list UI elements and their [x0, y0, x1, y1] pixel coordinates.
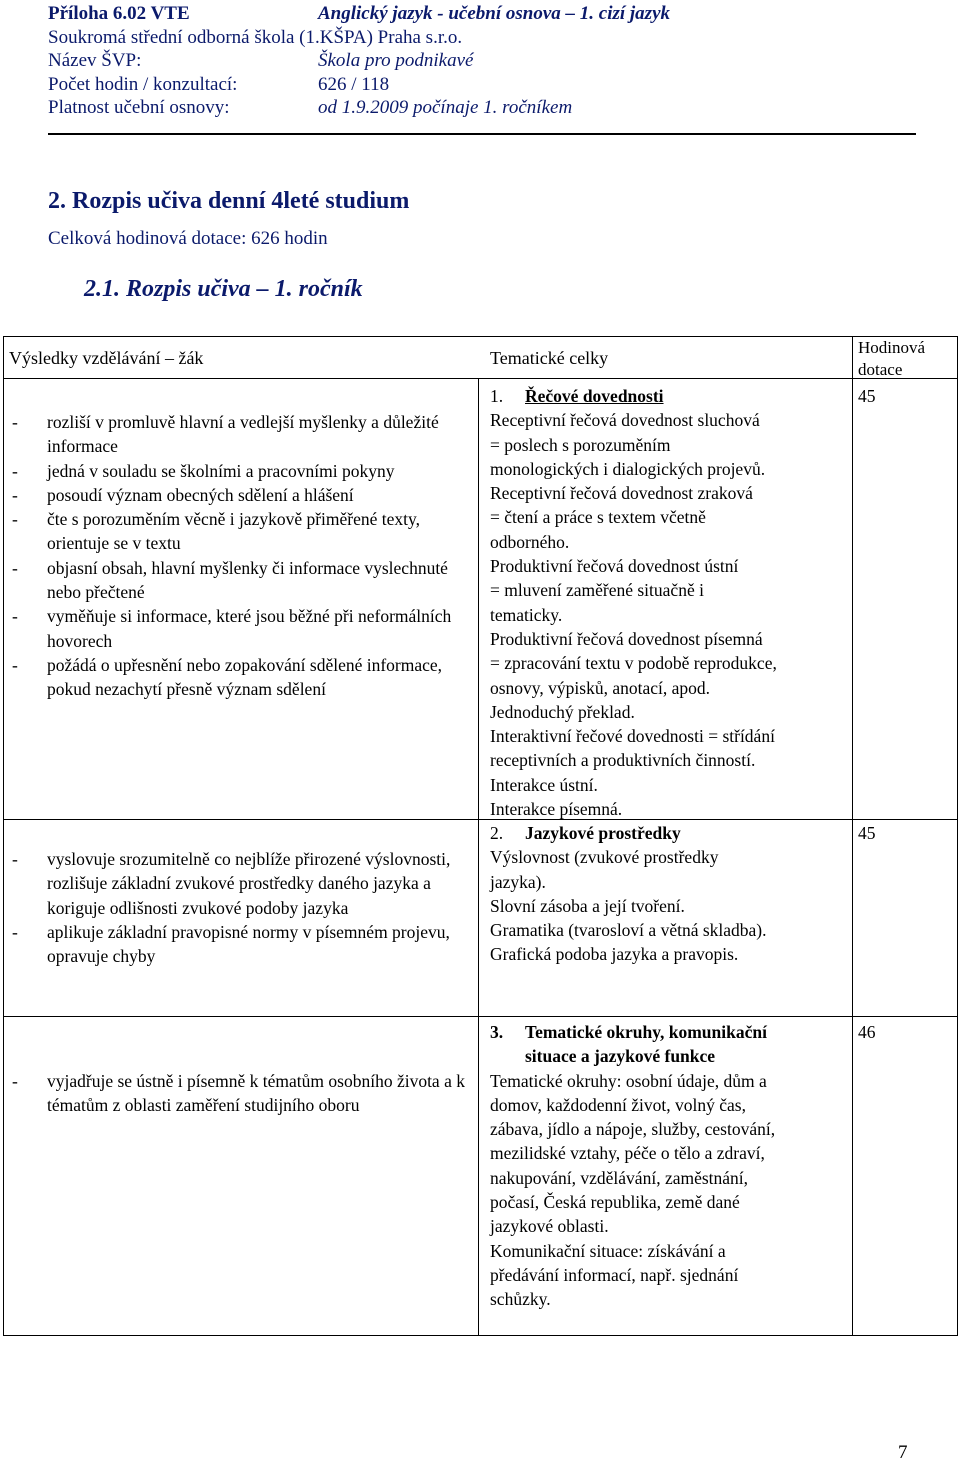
subsection-title: 2.1. Rozpis učiva – 1. ročník [84, 276, 363, 302]
curriculum-table [3, 336, 958, 1336]
hours-label: Počet hodin / konzultací: [48, 73, 238, 95]
topic-cell-2 [490, 821, 845, 967]
hours-cell-1: 45 [858, 386, 876, 406]
topic-number-2: 2. [490, 823, 504, 843]
validity-label: Platnost učební osnovy: [48, 97, 230, 118]
topic-number-1: 1. [490, 386, 504, 406]
topic-line: Receptivní řečová dovednost sluchová [490, 410, 760, 431]
topic-line: Grafická podoba jazyka a pravopis. [490, 944, 739, 965]
topic-title-1 [490, 384, 845, 408]
header-line-2 [48, 26, 918, 50]
hours-value: 626 / 118 [318, 73, 390, 95]
column-divider-2 [852, 336, 853, 1336]
topic-title-2 [490, 821, 845, 845]
header-line-5 [48, 96, 918, 120]
topic-line: = zpracování textu v podobě reprodukce, [490, 653, 777, 674]
topic-line: Komunikační situace: získávání a [490, 1240, 726, 1261]
topic-line: = čtení a práce s textem včetně [490, 507, 706, 528]
topic-line: schůzky. [490, 1289, 551, 1310]
topic-line: Interakce ústní. [490, 774, 598, 795]
table-border-bottom [3, 1335, 958, 1336]
validity-value: od 1.9.2009 počínaje 1. ročníkem [318, 97, 573, 118]
topic-cell-1 [490, 384, 845, 821]
document-header [48, 2, 918, 120]
topic-line: Interakce písemná. [490, 799, 623, 820]
appendix-label: Příloha 6.02 VTE [48, 3, 190, 24]
topic-line: jazyka). [490, 871, 546, 892]
page-number: 7 [898, 1442, 908, 1463]
section-title: 2. Rozpis učiva denní 4leté studium [48, 188, 410, 214]
header-row-divider [3, 378, 958, 379]
outcomes-cell-3 [9, 1069, 479, 1118]
topic-line: domov, každodenní život, volný čas, [490, 1094, 746, 1115]
outcome-item: - posoudí význam obecných sdělení a hlášení [12, 484, 354, 505]
row-divider-2 [3, 1016, 958, 1017]
header-divider [48, 133, 916, 135]
header-line-3 [48, 49, 918, 73]
subject-title: Anglický jazyk - učební osnova – 1. cizí jazyk [318, 3, 671, 24]
topic-name-3a: Tematické okruhy, komunikační [525, 1022, 767, 1042]
header-line-1 [48, 2, 918, 26]
topic-line: Výslovnost (zvukové prostředky [490, 847, 719, 868]
topic-line: Jednoduchý překlad. [490, 701, 635, 722]
topic-line: mezilidské vztahy, péče o tělo a zdraví, [490, 1143, 765, 1164]
outcome-item: - aplikuje základní pravopisné normy v písemném projevu, opravuje chyby [12, 921, 450, 967]
school-name: Soukromá střední odborná škola (1.KŠPA) Praha s.r.o. [48, 26, 463, 48]
topic-line: receptivních a produktivních činností. [490, 750, 756, 771]
topic-line: = poslech s porozuměním [490, 434, 671, 455]
table-border-top [3, 336, 958, 337]
topic-number-3: 3. [490, 1022, 504, 1042]
col-header-hours-line-1: Hodinová [858, 338, 926, 357]
topic-line: Receptivní řečová dovednost zraková [490, 483, 753, 504]
topic-line: počasí, Česká republika, země dané [490, 1192, 740, 1213]
outcome-item: - vyjadřuje se ústně i písemně k tématům osobního života a k tématům z oblasti zaměření studijního oboru [12, 1071, 465, 1116]
outcomes-cell-1 [9, 410, 479, 702]
topic-name-3b: situace a jazykové funkce [525, 1046, 716, 1067]
col-header-outcomes: Výsledky vzdělávání – žák [9, 348, 204, 368]
topic-name-1: Řečové dovednosti [525, 386, 664, 406]
topic-line: Produktivní řečová dovednost písemná [490, 628, 763, 649]
topic-cell-3 [490, 1020, 845, 1312]
topic-line: nakupování, vzdělávání, zaměstnání, [490, 1167, 749, 1188]
topic-line: tematicky. [490, 604, 563, 625]
topic-name-2: Jazykové prostředky [525, 823, 681, 843]
outcome-item: - objasní obsah, hlavní myšlenky či informace vyslechnuté nebo přečtené [12, 557, 448, 603]
hours-cell-3: 46 [858, 1022, 876, 1042]
total-hours: Celková hodinová dotace: 626 hodin [48, 228, 328, 249]
outcome-item: - vyslovuje srozumitelně co nejblíže přirozené výslovnosti, rozlišuje základní zvukové prostředky daného jazyka a koriguje odlišnosti zvukové podoby jazyka [12, 849, 451, 918]
topic-line: odborného. [490, 531, 570, 552]
outcome-item: - vyměňuje si informace, které jsou běžné při neformálních hovorech [12, 606, 452, 651]
outcome-item: - rozliší v promluvě hlavní a vedlejší myšlenky a důležité informace [12, 412, 439, 457]
outcome-item: - požádá o upřesnění nebo zopakování sdělené informace, pokud nezachytí přesně význam sdělení [12, 654, 443, 700]
svp-value: Škola pro podnikavé [318, 50, 474, 71]
topic-line: jazykové oblasti. [490, 1216, 609, 1237]
topic-line: Slovní zásoba a její tvoření. [490, 895, 685, 916]
col-header-topics: Tematické celky [490, 348, 609, 368]
table-border-left [3, 336, 4, 1336]
topic-line: Interaktivní řečové dovednosti = střídání [490, 726, 775, 747]
header-line-4 [48, 73, 918, 97]
topic-line: Produktivní řečová dovednost ústní [490, 556, 739, 577]
outcome-item: - čte s porozuměním věcně i jazykově přiměřené texty, orientuje se v textu [12, 509, 421, 554]
topic-line: = mluvení zaměřené situačně i [490, 580, 704, 601]
topic-line: Tematické okruhy: osobní údaje, dům a [490, 1070, 767, 1091]
topic-line: osnovy, výpisků, anotací, apod. [490, 677, 711, 698]
hours-cell-2: 45 [858, 823, 876, 843]
topic-line: předávání informací, např. sjednání [490, 1264, 739, 1285]
outcome-item: - jedná v souladu se školními a pracovními pokyny [12, 460, 395, 481]
topic-line: Gramatika (tvarosloví a větná skladba). [490, 920, 767, 941]
col-header-hours [858, 337, 925, 381]
topic-line: monologických i dialogických projevů. [490, 458, 766, 479]
col-header-hours-line-2: dotace [858, 360, 903, 379]
outcomes-cell-2 [9, 847, 479, 968]
table-border-right [957, 336, 958, 1336]
topic-title-3 [490, 1020, 845, 1044]
svp-label: Název ŠVP: [48, 50, 142, 71]
topic-line: zábava, jídlo a nápoje, služby, cestování, [490, 1119, 776, 1140]
